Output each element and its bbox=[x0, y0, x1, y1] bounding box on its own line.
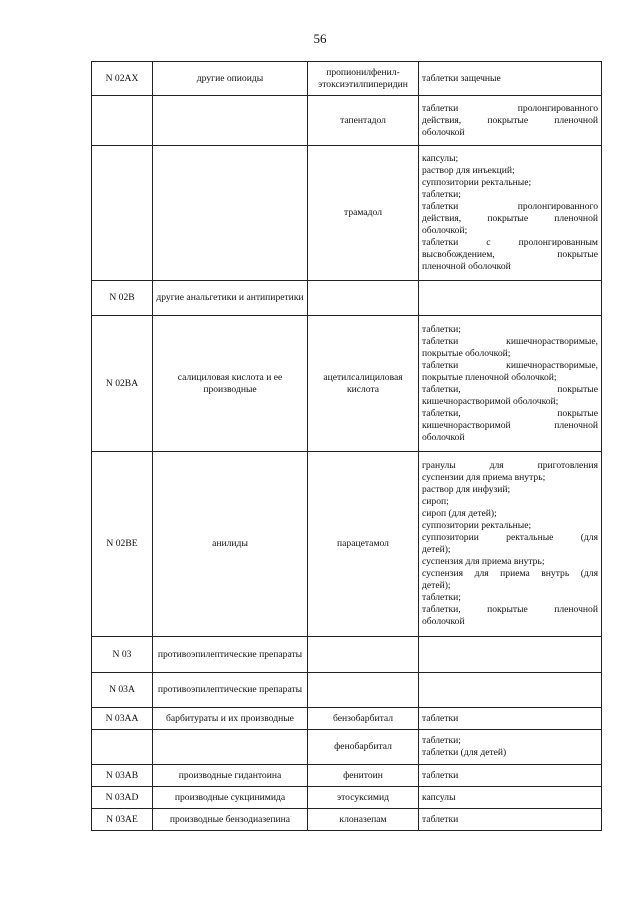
table-body bbox=[92, 62, 602, 831]
dosage-form-cell bbox=[419, 708, 602, 730]
dosage-form-line: капсулы bbox=[422, 791, 456, 803]
dosage-form-line: детей); bbox=[422, 580, 451, 591]
dosage-form-cell bbox=[419, 637, 602, 673]
anatomical-group-cell bbox=[153, 96, 308, 146]
dosage-form-line: таблетки; bbox=[422, 323, 461, 335]
atc-code-cell: N 02BE bbox=[92, 452, 153, 637]
dosage-form-cell bbox=[419, 787, 602, 809]
table-row bbox=[92, 787, 602, 809]
dosage-form-line: гранулы для приготовления bbox=[422, 460, 598, 471]
table-row bbox=[92, 708, 602, 730]
anatomical-group-cell: производные бензодиазепина bbox=[153, 809, 308, 831]
dosage-form-line: кишечнорастворимой пленочной bbox=[422, 419, 598, 431]
dosage-form-line: покрытые оболочкой; bbox=[422, 347, 511, 359]
anatomical-group-cell: барбитураты и их производные bbox=[153, 708, 308, 730]
dosage-form-line: оболочкой; bbox=[422, 225, 468, 236]
substance-cell: тапентадол bbox=[308, 96, 419, 146]
dosage-form-line: таблетки (для детей) bbox=[422, 747, 507, 758]
dosage-form-line: таблетки bbox=[422, 813, 459, 825]
anatomical-group-cell: производные сукцинимида bbox=[153, 787, 308, 809]
atc-code-cell: N 03 bbox=[92, 637, 153, 673]
anatomical-group-cell: противоэпилептические препараты bbox=[153, 673, 308, 708]
dosage-form-line: раствор для инфузий; bbox=[422, 484, 511, 495]
atc-code-cell bbox=[92, 730, 153, 765]
dosage-form-cell bbox=[419, 809, 602, 831]
dosage-form-line: высвобождением, покрытые bbox=[422, 249, 598, 260]
dosage-form-cell bbox=[419, 96, 602, 146]
table-row bbox=[92, 316, 602, 452]
atc-code-cell: N 03A bbox=[92, 673, 153, 708]
dosage-form-line: таблетки, покрытые пленочной bbox=[422, 604, 598, 615]
anatomical-group-cell: производные гидантоина bbox=[153, 765, 308, 787]
anatomical-group-cell: анилиды bbox=[153, 452, 308, 637]
dosage-form-line: суппозитории ректальные (для bbox=[422, 532, 598, 543]
table-row bbox=[92, 637, 602, 673]
dosage-form-line: таблетки пролонгированного bbox=[422, 102, 598, 114]
table-row bbox=[92, 765, 602, 787]
dosage-form-cell bbox=[419, 673, 602, 708]
anatomical-group-cell bbox=[153, 730, 308, 765]
dosage-form-line: таблетки кишечнорастворимые, bbox=[422, 359, 598, 371]
dosage-form-line: суппозитории ректальные; bbox=[422, 177, 532, 188]
dosage-form-line: таблетки; bbox=[422, 592, 461, 603]
atc-code-cell: N 03AA bbox=[92, 708, 153, 730]
substance-cell: бензобарбитал bbox=[308, 708, 419, 730]
dosage-form-line: оболочкой bbox=[422, 126, 465, 138]
table-row bbox=[92, 809, 602, 831]
dosage-form-line: капсулы; bbox=[422, 153, 459, 164]
atc-code-cell: N 02AX bbox=[92, 62, 153, 96]
dosage-form-line: сироп (для детей); bbox=[422, 508, 497, 519]
dosage-form-line: суппозитории ректальные; bbox=[422, 520, 532, 531]
dosage-form-line: действия, покрытые пленочной bbox=[422, 114, 598, 126]
dosage-form-cell bbox=[419, 765, 602, 787]
table-row bbox=[92, 281, 602, 316]
dosage-form-cell bbox=[419, 730, 602, 765]
dosage-form-line: таблетки кишечнорастворимые, bbox=[422, 335, 598, 347]
dosage-form-line: таблетки; bbox=[422, 189, 461, 200]
anatomical-group-cell: противоэпилептические препараты bbox=[153, 637, 308, 673]
dosage-form-line: пленочной оболочкой bbox=[422, 261, 511, 272]
substance-cell: парацетамол bbox=[308, 452, 419, 637]
substance-cell bbox=[308, 673, 419, 708]
dosage-form-cell bbox=[419, 281, 602, 316]
anatomical-group-cell: другие анальгетики и антипиретики bbox=[153, 281, 308, 316]
dosage-form-line: таблетки защечные bbox=[422, 72, 501, 84]
dosage-form-line: сироп; bbox=[422, 496, 449, 507]
dosage-form-line: суспензии для приема внутрь; bbox=[422, 472, 546, 483]
substance-cell: трамадол bbox=[308, 146, 419, 281]
table-row bbox=[92, 730, 602, 765]
dosage-form-line: таблетки, покрытые bbox=[422, 383, 598, 395]
table-row bbox=[92, 146, 602, 281]
atc-code-cell: N 03AB bbox=[92, 765, 153, 787]
substance-cell bbox=[308, 637, 419, 673]
dosage-form-line: таблетки bbox=[422, 769, 459, 781]
table-row bbox=[92, 62, 602, 96]
dosage-form-line: суспензия для приема внутрь (для bbox=[422, 568, 598, 579]
atc-code-cell bbox=[92, 146, 153, 281]
substance-cell: этосуксимид bbox=[308, 787, 419, 809]
substance-cell: фенобарбитал bbox=[308, 730, 419, 765]
dosage-form-line: таблетки; bbox=[422, 735, 461, 746]
table-row bbox=[92, 673, 602, 708]
dosage-form-line: детей); bbox=[422, 544, 451, 555]
substance-cell bbox=[308, 281, 419, 316]
substance-cell: пропионилфенил-этоксиэтилпиперидин bbox=[308, 62, 419, 96]
anatomical-group-cell: салициловая кислота и ее производные bbox=[153, 316, 308, 452]
drug-table bbox=[91, 61, 602, 831]
dosage-form-line: кишечнорастворимой оболочкой; bbox=[422, 395, 559, 407]
dosage-form-line: суспензия для приема внутрь; bbox=[422, 556, 545, 567]
dosage-form-line: оболочкой bbox=[422, 431, 465, 443]
atc-code-cell: N 03AD bbox=[92, 787, 153, 809]
atc-code-cell: N 03AE bbox=[92, 809, 153, 831]
dosage-form-line: оболочкой bbox=[422, 616, 465, 627]
substance-cell: ацетилсалициловая кислота bbox=[308, 316, 419, 452]
anatomical-group-cell: другие опиоиды bbox=[153, 62, 308, 96]
atc-code-cell bbox=[92, 96, 153, 146]
dosage-form-line: таблетки, покрытые bbox=[422, 407, 598, 419]
dosage-form-line: таблетки bbox=[422, 712, 459, 724]
dosage-form-line: раствор для инъекций; bbox=[422, 165, 515, 176]
dosage-form-line: действия, покрытые пленочной bbox=[422, 213, 598, 224]
dosage-form-cell bbox=[419, 452, 602, 637]
anatomical-group-cell bbox=[153, 146, 308, 281]
dosage-form-line: таблетки пролонгированного bbox=[422, 201, 598, 212]
dosage-form-line: таблетки с пролонгированным bbox=[422, 237, 598, 248]
dosage-form-cell bbox=[419, 62, 602, 96]
atc-code-cell: N 02B bbox=[92, 281, 153, 316]
dosage-form-cell bbox=[419, 316, 602, 452]
substance-cell: фенитоин bbox=[308, 765, 419, 787]
table-row bbox=[92, 452, 602, 637]
substance-cell: клоназепам bbox=[308, 809, 419, 831]
dosage-form-cell bbox=[419, 146, 602, 281]
atc-code-cell: N 02BA bbox=[92, 316, 153, 452]
table-row bbox=[92, 96, 602, 146]
page-number: 56 bbox=[313, 31, 327, 46]
dosage-form-line: покрытые пленочной оболочкой; bbox=[422, 371, 557, 383]
